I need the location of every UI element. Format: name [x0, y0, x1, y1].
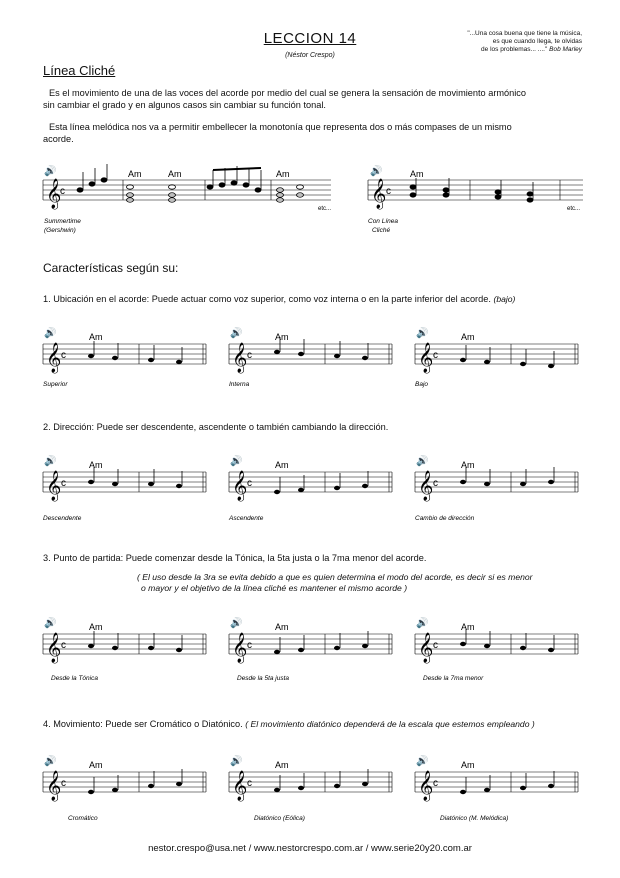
note-head — [362, 644, 368, 648]
treble-clef-icon: 𝄞 — [232, 342, 248, 372]
speaker-icon[interactable]: 🔊 — [44, 618, 57, 629]
note-head — [274, 490, 280, 494]
speaker-icon[interactable]: 🔊 — [416, 456, 429, 467]
speaker-icon[interactable]: 🔊 — [416, 618, 429, 629]
note-head — [460, 642, 466, 646]
staff-label: Superior — [43, 381, 68, 388]
note-head — [148, 784, 154, 788]
section-title: Línea Cliché — [43, 63, 116, 78]
note-head — [88, 644, 94, 648]
mini-staff — [43, 326, 206, 388]
time-signature: c — [433, 778, 438, 789]
note-head — [176, 484, 182, 488]
characteristic-3: 3. Punto de partida: Puede comenzar desde la Tónica, la 5ta justa o la 7ma menor del acorde. — [43, 553, 427, 563]
note-head — [484, 482, 490, 486]
time-signature: c — [61, 350, 66, 361]
chord-symbol: Am — [275, 460, 289, 470]
speaker-icon[interactable]: 🔊 — [230, 618, 243, 629]
chord-symbol: Am — [461, 622, 475, 632]
note-head — [460, 480, 466, 484]
note-head — [548, 364, 554, 368]
treble-clef-icon: 𝄞 — [418, 342, 434, 372]
chord-symbol: Am — [461, 460, 475, 470]
treble-clef-icon: 𝄞 — [371, 178, 387, 208]
page-title: LECCION 14 — [263, 30, 357, 47]
footer-links[interactable]: nestor.crespo@usa.net / www.nestorcrespo.com.ar / www.serie20y20.com.ar — [148, 843, 472, 854]
note-head — [334, 354, 340, 358]
mini-staff — [229, 754, 392, 822]
note-head — [148, 358, 154, 362]
treble-clef-icon: 𝄞 — [418, 770, 434, 800]
etc-label: etc... — [567, 206, 581, 212]
note-head — [362, 356, 368, 360]
note-head — [298, 488, 304, 492]
note-head — [548, 480, 554, 484]
example-caption: Cliché — [372, 227, 391, 234]
note-head — [148, 482, 154, 486]
staves-movimiento — [0, 748, 620, 828]
staves-direccion — [0, 452, 620, 522]
treble-clef-icon: 𝄞 — [418, 470, 434, 500]
staff-label: Ascendente — [229, 515, 264, 522]
note-head — [520, 786, 526, 790]
chord-symbol: Am — [89, 622, 103, 632]
mini-staff — [43, 454, 206, 522]
chord-symbol: Am — [276, 169, 290, 179]
note-head — [298, 352, 304, 356]
note-head — [548, 784, 554, 788]
note-head — [112, 482, 118, 486]
chord-symbol: Am — [461, 760, 475, 770]
time-signature: c — [60, 186, 65, 197]
note-head — [362, 484, 368, 488]
note-head — [176, 360, 182, 364]
note-head — [176, 782, 182, 786]
staff-label: Diatónico (Eólica) — [254, 815, 305, 822]
note-head — [298, 648, 304, 652]
intro-paragraph-1: Es el movimiento de una de las voces del acorde por medio del cual se genera la sensación de movimiento armónico sin cambiar el grado y en algunos casos sin cambiar su función tonal. — [43, 88, 526, 110]
note-head — [88, 790, 94, 794]
chord-symbol: Am — [89, 332, 103, 342]
mini-staff — [229, 326, 392, 388]
treble-clef-icon: 𝄞 — [232, 470, 248, 500]
mini-staff — [415, 454, 578, 522]
note-head — [274, 650, 280, 654]
note-head — [460, 790, 466, 794]
note-head — [148, 646, 154, 650]
intro-examples — [0, 150, 620, 240]
note-head — [460, 358, 466, 362]
note-head — [520, 482, 526, 486]
note-head — [362, 782, 368, 786]
staff-label: Diatónico (M. Melódica) — [440, 815, 509, 822]
note-head — [334, 646, 340, 650]
staves-punto-de-partida — [0, 610, 620, 685]
speaker-icon[interactable]: 🔊 — [370, 166, 383, 177]
chord-symbol: Am — [410, 169, 424, 179]
chord-symbol: Am — [89, 460, 103, 470]
note-head — [112, 788, 118, 792]
time-signature: c — [433, 350, 438, 361]
chord-symbol: Am — [89, 760, 103, 770]
note-head — [274, 350, 280, 354]
speaker-icon[interactable]: 🔊 — [416, 756, 429, 767]
speaker-icon[interactable]: 🔊 — [44, 166, 57, 177]
note-head — [520, 646, 526, 650]
staff-summertime — [43, 164, 331, 234]
staff-con-linea-cliche — [368, 164, 583, 234]
author: (Néstor Crespo) — [285, 52, 335, 59]
note-head — [112, 646, 118, 650]
treble-clef-icon: 𝄞 — [46, 632, 62, 662]
note-head — [334, 784, 340, 788]
treble-clef-icon: 𝄞 — [46, 770, 62, 800]
speaker-icon[interactable]: 🔊 — [44, 456, 57, 467]
speaker-icon[interactable]: 🔊 — [44, 328, 57, 339]
note-head — [484, 644, 490, 648]
time-signature: c — [247, 640, 252, 651]
intro-paragraph-2: Esta línea melódica nos va a permitir embellecer la monotonía que representa dos o más compases de un mismo acorde. — [43, 122, 512, 144]
mini-staff — [43, 616, 206, 682]
treble-clef-icon: 𝄞 — [418, 632, 434, 662]
mini-staff — [415, 616, 578, 682]
chord-symbol: Am — [275, 622, 289, 632]
song-composer: (Gershwin) — [44, 227, 76, 234]
time-signature: c — [386, 186, 391, 197]
staff-label: Desde la Tónica — [51, 675, 98, 682]
speaker-icon[interactable]: 🔊 — [230, 456, 243, 467]
time-signature: c — [247, 778, 252, 789]
note-head — [298, 786, 304, 790]
treble-clef-icon: 𝄞 — [46, 178, 62, 208]
treble-clef-icon: 𝄞 — [232, 632, 248, 662]
staff-label: Interna — [229, 381, 250, 388]
staff-label: Bajo — [415, 381, 429, 388]
note-head — [274, 788, 280, 792]
staves-ubicacion — [0, 322, 620, 392]
note-head — [548, 648, 554, 652]
staff-label: Cromático — [68, 815, 98, 822]
time-signature: c — [247, 350, 252, 361]
characteristic-2: 2. Dirección: Puede ser descendente, ascendente o también cambiando la dirección. — [43, 422, 389, 432]
mini-staff — [415, 754, 578, 822]
example-caption: Con Línea — [368, 218, 398, 225]
chord-symbol: Am — [461, 332, 475, 342]
note-head — [520, 362, 526, 366]
staff-label: Desde la 7ma menor — [423, 675, 484, 682]
time-signature: c — [433, 640, 438, 651]
note-head — [484, 360, 490, 364]
staff-label: Cambio de dirección — [415, 515, 475, 522]
staff-label: Desde la 5ta justa — [237, 675, 290, 682]
speaker-icon[interactable]: 🔊 — [230, 756, 243, 767]
treble-clef-icon: 𝄞 — [46, 342, 62, 372]
etc-label: etc... — [318, 206, 332, 212]
note-head — [88, 354, 94, 358]
characteristic-3-note: ( El uso desde la 3ra se evita debido a que es quien determina el modo del acorde, es decir si es menor o mayor y el objetivo de la línea cliché es mantener el mismo acorde ) — [137, 572, 533, 593]
mini-staff — [415, 326, 578, 388]
chord-symbol: Am — [275, 760, 289, 770]
mini-staff — [229, 616, 392, 682]
time-signature: c — [247, 478, 252, 489]
time-signature: c — [433, 478, 438, 489]
note-head — [334, 486, 340, 490]
chord-symbol: Am — [168, 169, 182, 179]
quote: "...Una cosa buena que tiene la música, es que cuando llega, te olvidas de los problemas... ...." Bob Marley — [467, 30, 582, 53]
speaker-icon[interactable]: 🔊 — [44, 756, 57, 767]
mini-staff — [228, 454, 392, 522]
mini-staff — [43, 754, 206, 822]
characteristics-title: Características según su: — [43, 261, 179, 275]
note-head — [88, 480, 94, 484]
characteristic-4: 4. Movimiento: Puede ser Cromático o Diatónico. ( El movimiento diatónico dependerá de la escala que estemos empleando ) — [43, 719, 535, 729]
time-signature: c — [61, 640, 66, 651]
note-head — [176, 648, 182, 652]
speaker-icon[interactable]: 🔊 — [416, 328, 429, 339]
staff-label: Descendente — [43, 515, 82, 522]
speaker-icon[interactable]: 🔊 — [230, 328, 243, 339]
note-head — [112, 356, 118, 360]
time-signature: c — [61, 778, 66, 789]
chord-symbol: Am — [128, 169, 142, 179]
song-title: Summertime — [44, 218, 81, 225]
treble-clef-icon: 𝄞 — [46, 470, 62, 500]
treble-clef-icon: 𝄞 — [232, 770, 248, 800]
time-signature: c — [61, 478, 66, 489]
characteristic-1: 1. Ubicación en el acorde: Puede actuar como voz superior, como voz interna o en la parte inferior del acorde. (bajo) — [43, 294, 516, 304]
chord-symbol: Am — [275, 332, 289, 342]
note-head — [484, 788, 490, 792]
